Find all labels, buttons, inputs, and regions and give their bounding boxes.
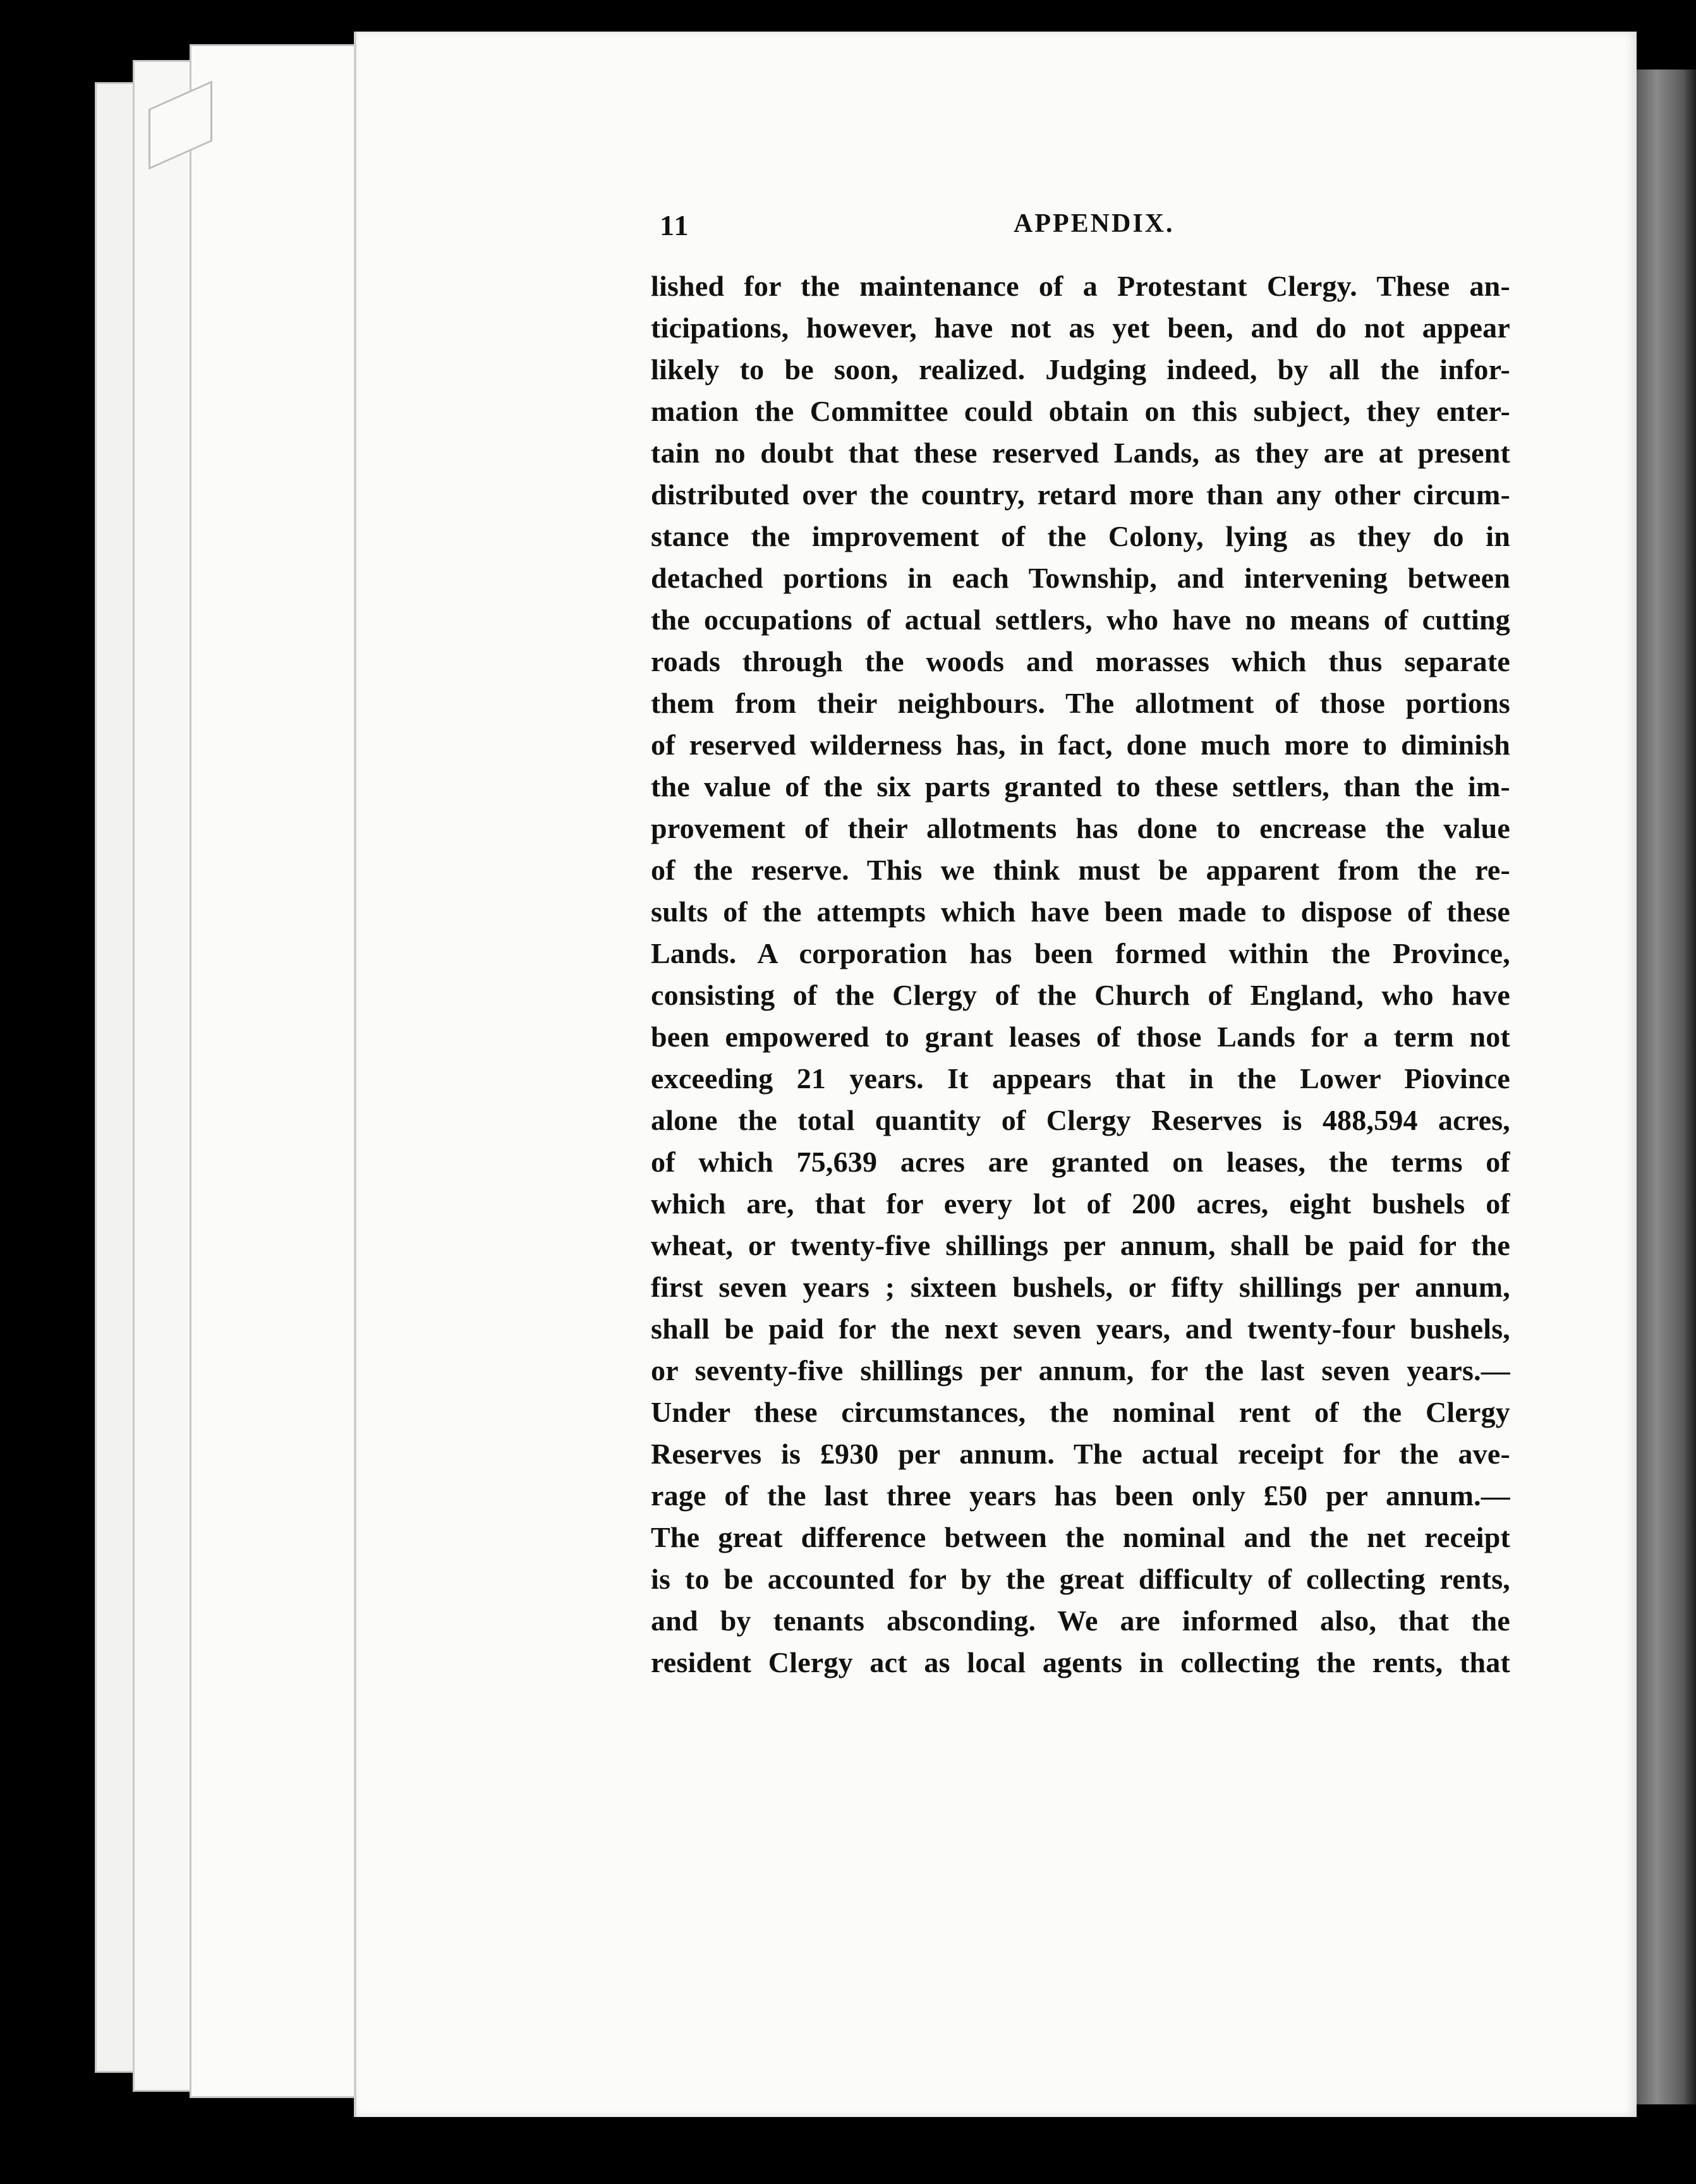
text-line: first seven years ; sixteen bushels, or fifty shillings per annum, [651,1271,1510,1303]
page-header [660,209,1510,253]
text-line: distributed over the country, retard more than any other circum- [651,478,1510,511]
text-line: Under these circumstances, the nominal rent of the Clergy [651,1396,1510,1428]
text-line: shall be paid for the next seven years, and twenty-four bushels, [651,1313,1510,1345]
text-line: provement of their allotments has done to encrease the value [651,812,1510,844]
text-line: which are, that for every lot of 200 acres, eight bushels of [651,1187,1510,1220]
text-line: mation the Committee could obtain on this subject, they enter- [651,395,1510,427]
text-line: rage of the last three years has been only £50 per annum.— [651,1479,1510,1512]
text-line: Lands. A corporation has been formed within the Province, [651,937,1510,969]
text-line: sults of the attempts which have been made to dispose of these [651,895,1510,928]
text-line: The great difference between the nominal and the net receipt [651,1521,1510,1553]
text-line: likely to be soon, realized. Judging indeed, by all the infor- [651,353,1510,385]
text-line: of which 75,639 acres are granted on leases, the terms of [651,1146,1510,1178]
book-binding [1630,70,1696,2104]
text-line: Reserves is £930 per annum. The actual receipt for the ave- [651,1438,1510,1470]
body-text [651,265,1510,1684]
text-line: ticipations, however, have not as yet been, and do not appear [651,312,1510,344]
text-line: tain no doubt that these reserved Lands, as they are at present [651,437,1510,469]
text-line: detached portions in each Township, and intervening between [651,562,1510,594]
text-line: the occupations of actual settlers, who have no means of cutting [651,604,1510,636]
page-number: 11 [660,209,690,241]
text-line: stance the improvement of the Colony, lying as they do in [651,520,1510,552]
text-line: wheat, or twenty-five shillings per annum, shall be paid for the [651,1229,1510,1261]
text-line: of the reserve. This we think must be apparent from the re- [651,854,1510,886]
running-head: APPENDIX. [1014,209,1175,238]
text-line: of reserved wilderness has, in fact, done much more to diminish [651,729,1510,761]
text-line: been empowered to grant leases of those Lands for a term not [651,1021,1510,1053]
text-line: lished for the maintenance of a Protestant Clergy. These an- [651,270,1510,302]
text-line: consisting of the Clergy of the Church of England, who have [651,979,1510,1011]
text-line: exceeding 21 years. It appears that in the Lower Piovince [651,1062,1510,1095]
text-line: or seventy-five shillings per annum, for the last seven years.— [651,1354,1510,1386]
text-line: alone the total quantity of Clergy Reserves is 488,594 acres, [651,1104,1510,1136]
text-line: the value of the six parts granted to these settlers, than the im- [651,770,1510,803]
text-line: resident Clergy act as local agents in collecting the rents, that [651,1646,1510,1678]
text-line: is to be accounted for by the great difficulty of collecting rents, [651,1563,1510,1595]
text-line: roads through the woods and morasses which thus separate [651,645,1510,677]
text-line: them from their neighbours. The allotment of those portions [651,687,1510,719]
text-line: and by tenants absconding. We are informed also, that the [651,1605,1510,1637]
